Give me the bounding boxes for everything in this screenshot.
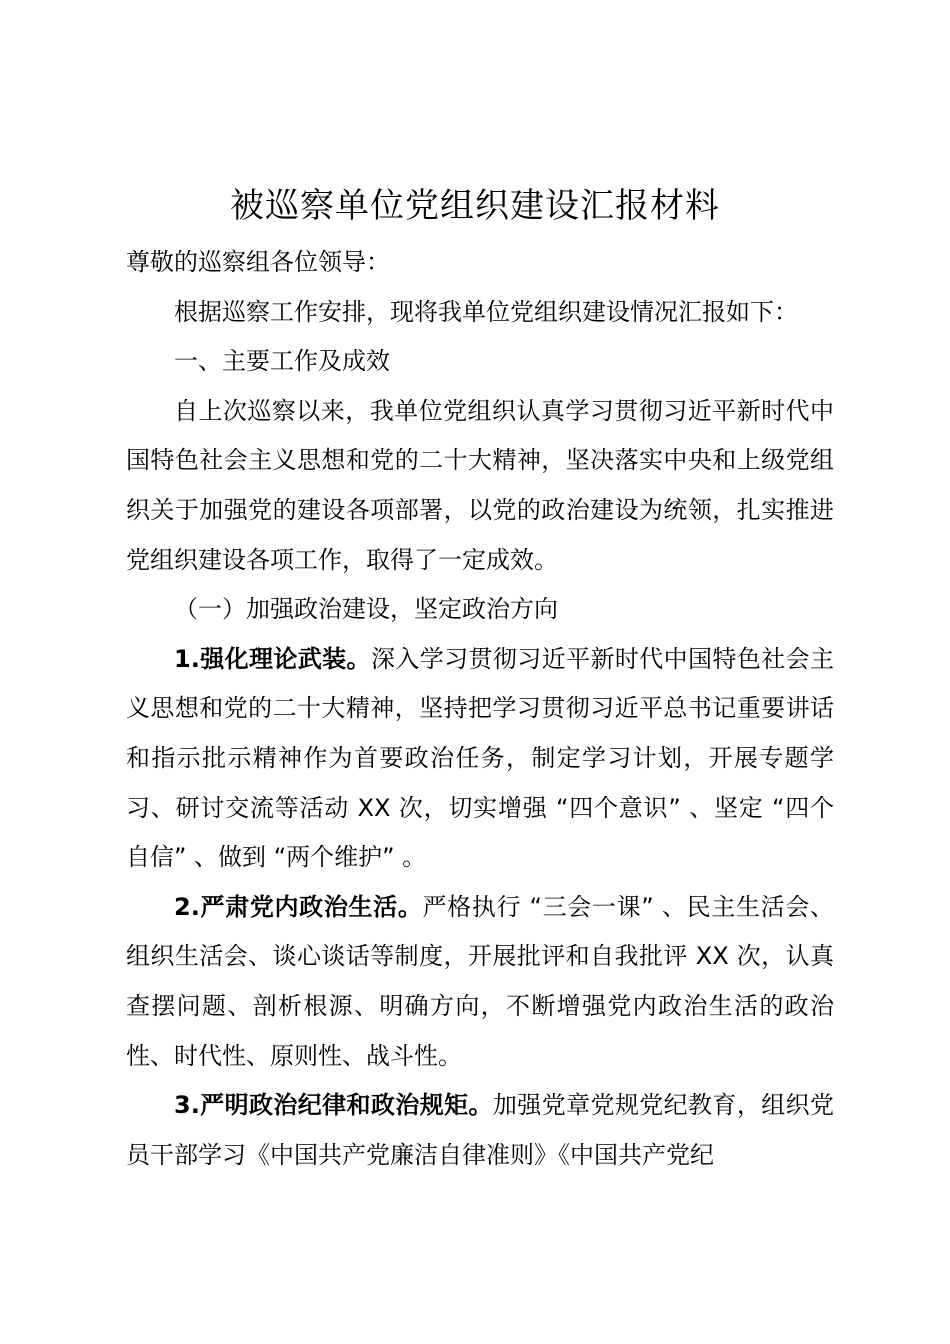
item-text-2: 严格执行 “三会一课” 、民主生活会、组织生活会、谈心谈话等制度，开展批评和自我批评 XX 次，认真查摆问题、剖析根源、明确方向，不断增强党内政治生活的政治性、时代性、原则性、战斗性。 (126, 892, 834, 1070)
item-paragraph-2 (126, 883, 834, 1081)
item-paragraph-3 (126, 1081, 834, 1180)
item-lead-3: 3.严明政治纪律和政治规矩。 (174, 1091, 493, 1120)
document-title: 被巡察单位党组织建设汇报材料 (230, 186, 720, 226)
salutation: 尊敬的巡察组各位领导： (126, 248, 390, 276)
section-heading-1: 一、主要工作及成效 (174, 347, 390, 376)
section-paragraph-1: 自上次巡察以来，我单位党组织认真学习贯彻习近平新时代中国特色社会主义思想和党的二十大精神，坚决落实中央和上级党组织关于加强党的建设各项部署，以党的政治建设为统领，扎实推进党组织建设各项工作，取得了一定成效。 (126, 396, 834, 574)
subsection-heading-1: （一）加强政治建设，坚定政治方向 (174, 595, 558, 624)
item-text-3: 加强党章党规党纪教育，组织党员干部学习《中国共产党廉洁自律准则》《中国共产党纪 (126, 1091, 834, 1169)
item-text-1: 深入学习贯彻习近平新时代中国特色社会主义思想和党的二十大精神，坚持把学习贯彻习近平总书记重要讲话和指示批示精神作为首要政治任务，制定学习计划，开展专题学习、研讨交流等活动 XX 次，切实增强 “四个意识” 、坚定 “四个自信” 、做到 “两个维护” 。 (126, 644, 834, 872)
item-paragraph-1 (126, 635, 834, 883)
intro-paragraph: 根据巡察工作安排，现将我单位党组织建设情况汇报如下： (174, 297, 798, 326)
document-body (126, 238, 834, 1180)
item-lead-1: 1.强化理论武装。 (174, 644, 371, 673)
item-lead-2: 2.严肃党内政治生活。 (174, 892, 423, 921)
